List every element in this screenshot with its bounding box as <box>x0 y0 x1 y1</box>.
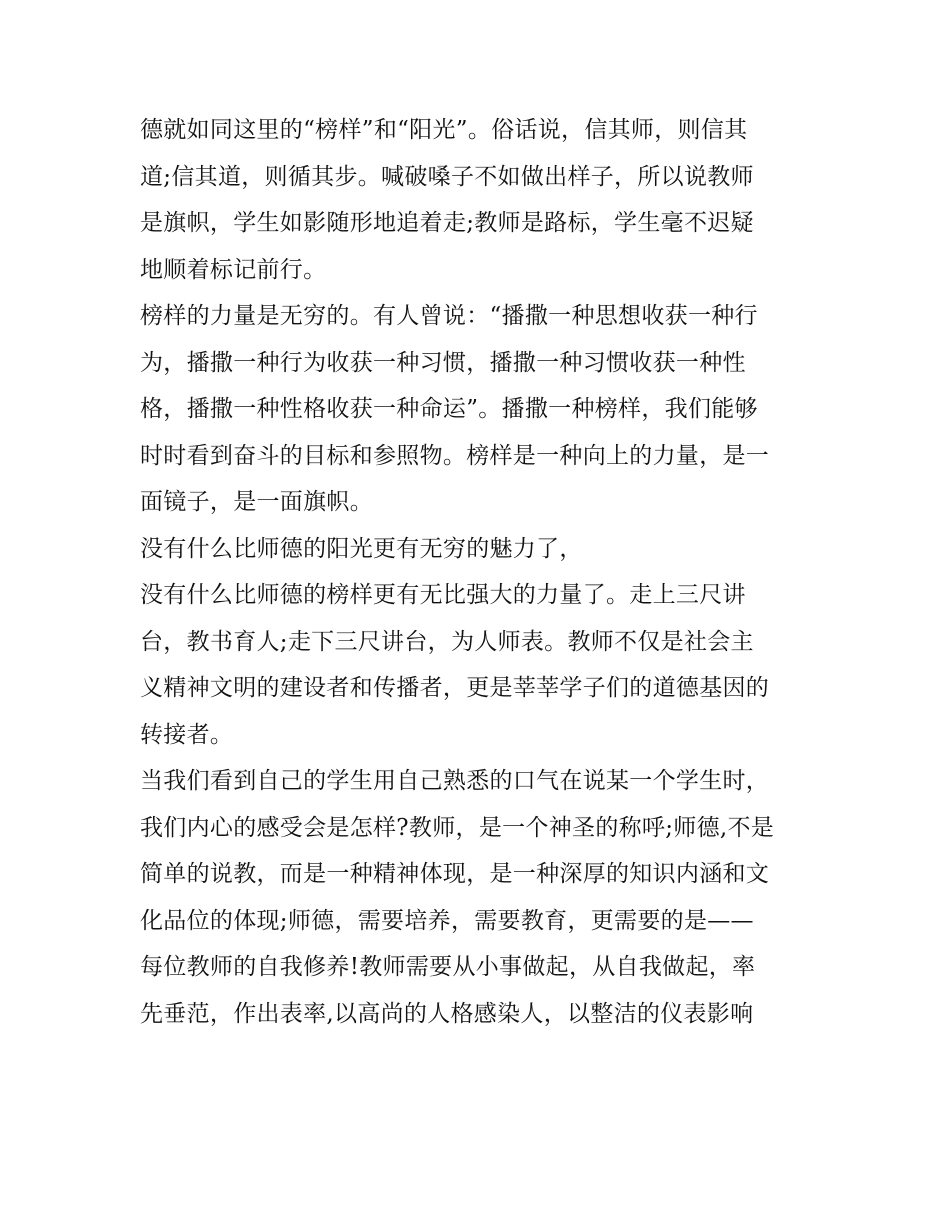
text-line: 为，播撒一种行为收获一种习惯，播撒一种习惯收获一种性 <box>140 349 746 376</box>
text-line: 榜样的力量是无穷的。有人曾说：“播撒一种思想收获一种行 <box>140 303 758 329</box>
text-line: 时时看到奋斗的目标和参照物。榜样是一种向上的力量，是一 <box>140 442 770 469</box>
text-line: 面镜子，是一面旗帜。 <box>140 489 373 515</box>
text-line: 简单的说教，而是一种精神体现，是一种深厚的知识内涵和文 <box>140 861 770 887</box>
text-line: 没有什么比师德的榜样更有无比强大的力量了。走上三尺讲 <box>140 582 746 608</box>
text-line: 转接者。 <box>140 721 234 748</box>
text-line: 义精神文明的建设者和传播者，更是莘莘学子们的道德基因的 <box>140 675 770 701</box>
text-line: 没有什么比师德的阳光更有无穷的魅力了， <box>140 535 583 562</box>
text-line: 每位教师的自我修养!教师需要从小事做起，从自我做起，率 <box>140 954 756 980</box>
text-line: 化品位的体现;师德，需要培养，需要教育，更需要的是—— <box>140 907 754 934</box>
text-line: 是旗帜，学生如影随形地追着走;教师是路标，学生毫不迟疑 <box>140 210 754 236</box>
text-line: 当我们看到自己的学生用自己熟悉的口气在说某一个学生时， <box>140 768 770 794</box>
text-line: 台，教书育人;走下三尺讲台，为人师表。教师不仅是社会主 <box>140 628 754 655</box>
text-line: 德就如同这里的“榜样”和“阳光”。俗话说，信其师，则信其 <box>140 117 748 143</box>
body-text <box>140 107 830 1037</box>
text-line: 格，播撒一种性格收获一种命运”。播撒一种榜样，我们能够 <box>140 396 758 422</box>
text-line: 地顺着标记前行。 <box>140 256 327 283</box>
text-line: 道;信其道，则循其步。喊破嗓子不如做出样子，所以说教师 <box>140 163 754 190</box>
text-line: 先垂范，作出表率,以高尚的人格感染人，以整洁的仪表影响 <box>140 1000 754 1027</box>
text-line: 我们内心的感受会是怎样?教师，是一个神圣的称呼;师德,不是 <box>140 814 775 841</box>
